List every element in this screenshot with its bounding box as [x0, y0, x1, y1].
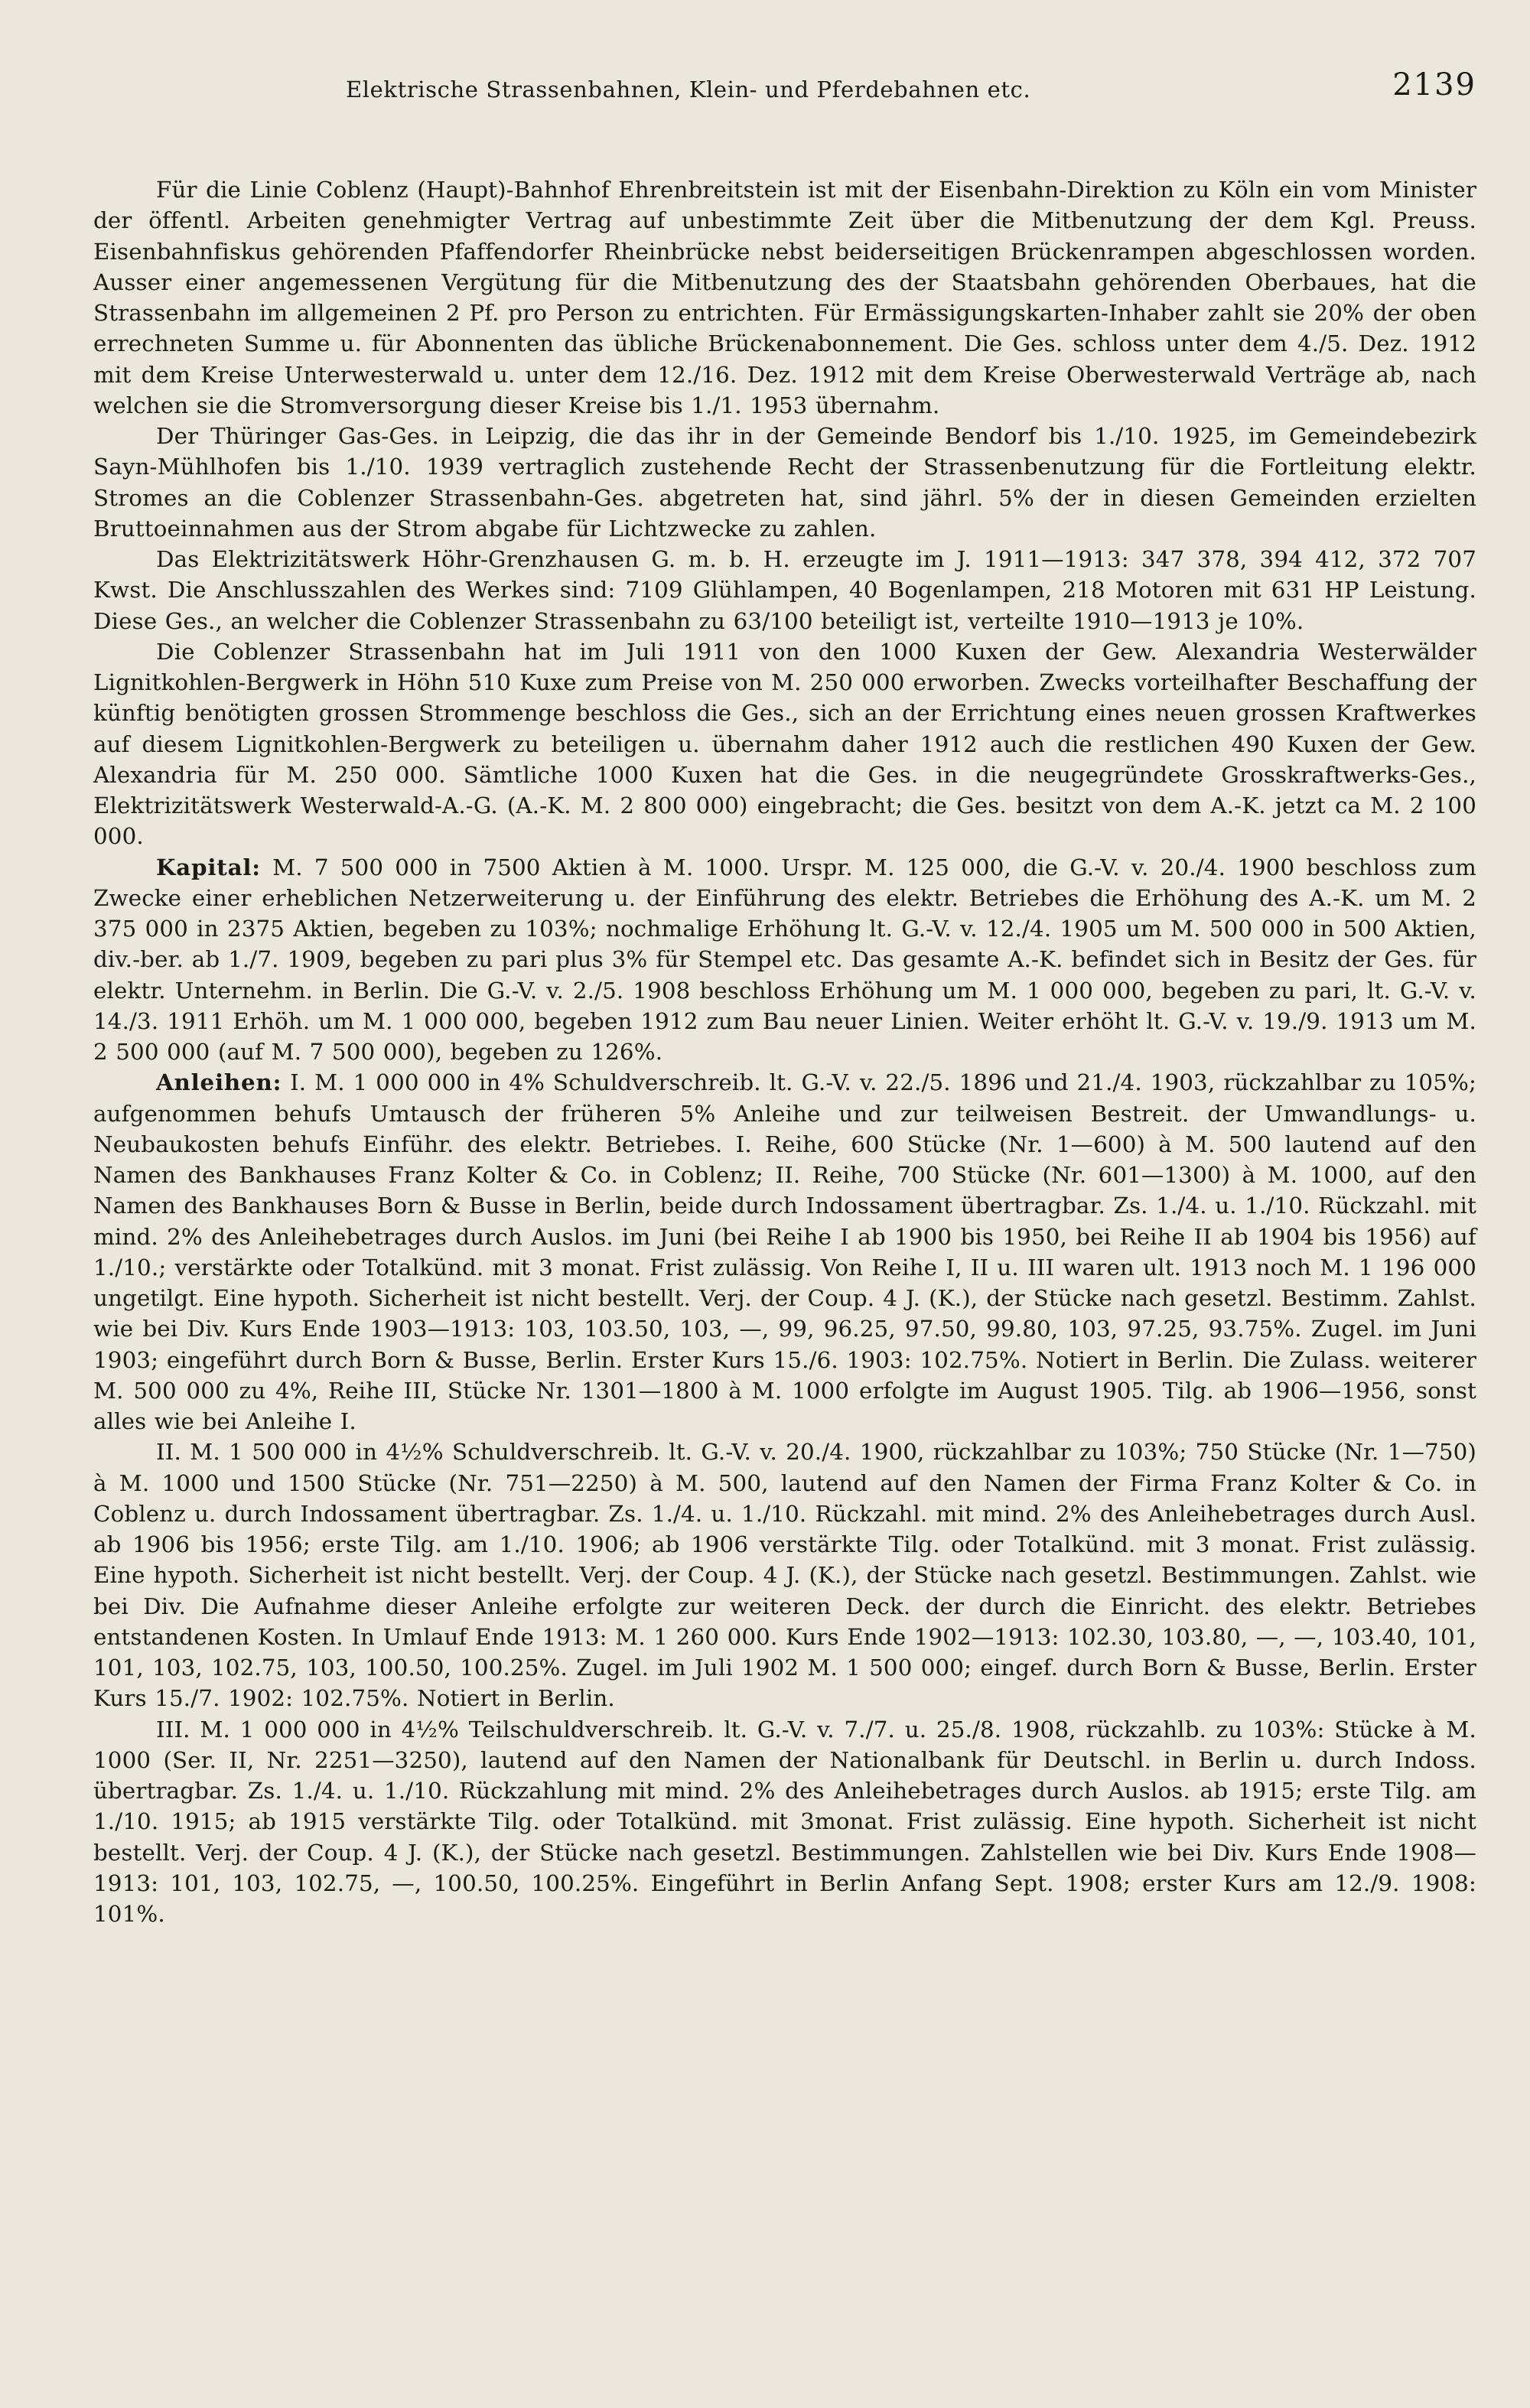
paragraph-text: Für die Linie Coblenz (Haupt)-Bahnhof Ehrenbreitstein ist mit der Eisenbahn-Direktion zu Köln ein vom Minister der öffentl. Arbeiten genehmigter Vertrag auf unbestimmte Zeit über die Mitbenutzung der dem Kgl. Preuss. Eisenbahnfiskus gehörenden Pfaffendorfer Rheinbrücke nebst beiderseitigen Brückenrampen abgeschlossen worden. Ausser einer angemessenen Vergütung für die Mitbenutzung des der Staatsbahn gehörenden Oberbaues, hat die Strassenbahn im allgemeinen 2 Pf. pro Person zu entrichten. Für Ermässigungskarten-Inhaber zahlt sie 20% der oben errechneten Summe u. für Abonnenten das übliche Brückenabonnement. Die Ges. schloss unter dem 4./5. Dez. 1912 mit dem Kreise Unterwesterwald u. unter dem 12./16. Dez. 1912 mit dem Kreise Oberwesterwald Verträge ab, nach welchen sie die Stromversorgung dieser Kreise bis 1./1. 1953 übernahm.	[93, 177, 1476, 418]
paragraph-capital	[93, 852, 1476, 1068]
paragraph-mining-shares	[93, 636, 1476, 852]
page-number: 2139	[1392, 67, 1476, 103]
paragraph-text: II. M. 1 500 000 in 4½% Schuldverschreib. lt. G.-V. v. 20./4. 1900, rückzahlbar zu 103%; 750 Stücke (Nr. 1—750) à M. 1000 und 1500 Stücke (Nr. 751—2250) à M. 500, lautend auf den Namen der Firma Franz Kolter & Co. in Coblenz u. durch Indossament übertragbar. Zs. 1./4. u. 1./10. Rückzahl. mit mind. 2% des Anleihebetrages durch Ausl. ab 1906 bis 1956; erste Tilg. am 1./10. 1906; ab 1906 verstärkte Tilg. oder Totalkünd. mit 3 monat. Frist zulässig. Eine hypoth. Sicherheit ist nicht bestellt. Verj. der Coup. 4 J. (K.), der Stücke nach gesetzl. Bestimmungen. Zahlst. wie bei Div. Die Aufnahme dieser Anleihe erfolgte zur weiteren Deck. der durch die Einricht. des elektr. Betriebes entstandenen Kosten. In Umlauf Ende 1913: M. 1 260 000. Kurs Ende 1902—1913: 102.30, 103.80, —, —, 103.40, 101, 101, 103, 102.75, 103, 100.50, 100.25%. Zugel. im Juli 1902 M. 1 500 000; eingef. durch Born & Busse, Berlin. Erster Kurs 15./7. 1902: 102.75%. Notiert in Berlin.	[93, 1439, 1476, 1712]
paragraph-text: Die Coblenzer Strassenbahn hat im Juli 1911 von den 1000 Kuxen der Gew. Alexandria Westerwälder Lignitkohlen-Bergwerk in Höhn 510 Kuxe zum Preise von M. 250 000 erworben. Zwecks vorteilhafter Beschaffung der künftig benötigten grossen Strommenge beschloss die Ges., sich an der Errichtung eines neuen grossen Kraftwerkes auf diesem Lignitkohlen-Bergwerk zu beteiligen u. übernahm daher 1912 auch die restlichen 490 Kuxen der Gew. Alexandria für M. 250 000. Sämtliche 1000 Kuxen hat die Ges. in die neugegründete Grosskraftwerks-Ges., Elektrizitätswerk Westerwald-A.-G. (A.-K. M. 2 800 000) eingebracht; die Ges. besitzt von dem A.-K. jetzt ca M. 2 100 000.	[93, 638, 1476, 850]
paragraph-lead-capital: Kapital:	[156, 853, 261, 880]
paragraph-text: I. M. 1 000 000 in 4% Schuldverschreib. lt. G.-V. v. 22./5. 1896 und 21./4. 1903, rückzahlbar zu 105%; aufgenommen behufs Umtausch der früheren 5% Anleihe und zur teilweisen Bestreit. der Umwandlungs- u. Neubaukosten behufs Einführ. des elektr. Betriebes. I. Reihe, 600 Stücke (Nr. 1—600) à M. 500 lautend auf den Namen des Bankhauses Franz Kolter & Co. in Coblenz; II. Reihe, 700 Stücke (Nr. 601—1300) à M. 1000, auf den Namen des Bankhauses Born & Busse in Berlin, beide durch Indossament übertragbar. Zs. 1./4. u. 1./10. Rückzahl. mit mind. 2% des Anleihebetrages durch Auslos. im Juni (bei Reihe I ab 1900 bis 1950, bei Reihe II ab 1904 bis 1956) auf 1./10.; verstärkte oder Totalkünd. mit 3 monat. Frist zulässig. Von Reihe I, II u. III waren ult. 1913 noch M. 1 196 000 ungetilgt. Eine hypoth. Sicherheit ist nicht bestellt. Verj. der Coup. 4 J. (K.), der Stücke nach gesetzl. Bestimm. Zahlst. wie bei Div. Kurs Ende 1903—1913: 103, 103.50, 103, —, 99, 96.25, 97.50, 99.80, 103, 97.25, 93.75%. Zugel. im Juni 1903; eingeführt durch Born & Busse, Berlin. Erster Kurs 15./6. 1903: 102.75%. Notiert in Berlin. Die Zulass. weiterer M. 500 000 zu 4%, Reihe III, Stücke Nr. 1301—1800 à M. 1000 erfolgte im August 1905. Tilg. ab 1906—1956, sonst alles wie bei Anleihe I.	[93, 1069, 1476, 1434]
paragraph-loans-ii	[93, 1437, 1476, 1713]
paragraph-gas-company	[93, 421, 1476, 544]
paragraph-loans-iii	[93, 1714, 1476, 1930]
paragraph-text: Der Thüringer Gas-Ges. in Leipzig, die das ihr in der Gemeinde Bendorf bis 1./10. 1925, im Gemeindebezirk Sayn-Mühlhofen bis 1./10. 1939 vertraglich zustehende Recht der Strassenbenutzung für die Fortleitung elektr. Stromes an die Coblenzer Strassenbahn-Ges. abgetreten hat, sind jährl. 5% der in diesen Gemeinden erzielten Bruttoeinnahmen aus der Strom abgabe für Lichtzwecke zu zahlen.	[93, 423, 1476, 542]
paragraph-power-station	[93, 544, 1476, 636]
paragraph-lead-loans: Anleihen:	[156, 1069, 282, 1096]
body-text	[93, 174, 1476, 1929]
paragraph-text: M. 7 500 000 in 7500 Aktien à M. 1000. Urspr. M. 125 000, die G.-V. v. 20./4. 1900 beschloss zum Zwecke einer erheblichen Netzerweiterung u. der Einführung des elektr. Betriebes die Erhöhung des A.-K. um M. 2 375 000 in 2375 Aktien, begeben zu 103%; nochmalige Erhöhung lt. G.-V. v. 12./4. 1905 um M. 500 000 in 500 Aktien, div.-ber. ab 1./7. 1909, begeben zu pari plus 3% für Stempel etc. Das gesamte A.-K. befindet sich in Besitz der Ges. für elektr. Unternehm. in Berlin. Die G.-V. v. 2./5. 1908 beschloss Erhöhung um M. 1 000 000, begeben zu pari, lt. G.-V. v. 14./3. 1911 Erhöh. um M. 1 000 000, begeben 1912 zum Bau neuer Linien. Weiter erhöht lt. G.-V. v. 19./9. 1913 um M. 2 500 000 (auf M. 7 500 000), begeben zu 126%.	[93, 854, 1476, 1065]
running-header	[93, 67, 1476, 119]
paragraph-text: Das Elektrizitätswerk Höhr-Grenzhausen G. m. b. H. erzeugte im J. 1911—1913: 347 378, 394 412, 372 707 Kwst. Die Anschlusszahlen des Werkes sind: 7109 Glühlampen, 40 Bogenlampen, 218 Motoren mit 631 HP Leistung. Diese Ges., an welcher die Coblenzer Strassenbahn zu 63/100 beteiligt ist, verteilte 1910—1913 je 10%.	[93, 546, 1476, 634]
paragraph-loans-i	[93, 1067, 1476, 1437]
header-title: Elektrische Strassenbahnen, Klein- und Pferdebahnen etc.	[346, 76, 1031, 103]
paragraph-text: III. M. 1 000 000 in 4½% Teilschuldverschreib. lt. G.-V. v. 7./7. u. 25./8. 1908, rückzahlb. zu 103%: Stücke à M. 1000 (Ser. II, Nr. 2251—3250), lautend auf den Namen der Nationalbank für Deutschl. in Berlin u. durch Indoss. übertragbar. Zs. 1./4. u. 1./10. Rückzahlung mit mind. 2% des Anleihebetrages durch Auslos. ab 1915; erste Tilg. am 1./10. 1915; ab 1915 verstärkte Tilg. oder Totalkünd. mit 3monat. Frist zulässig. Eine hypoth. Sicherheit ist nicht bestellt. Verj. der Coup. 4 J. (K.), der Stücke nach gesetzl. Bestimmungen. Zahlstellen wie bei Div. Kurs Ende 1908—1913: 101, 103, 102.75, —, 100.50, 100.25%. Eingeführt in Berlin Anfang Sept. 1908; erster Kurs am 12./9. 1908: 101%.	[93, 1716, 1476, 1927]
paragraph-bridge-contract	[93, 174, 1476, 421]
